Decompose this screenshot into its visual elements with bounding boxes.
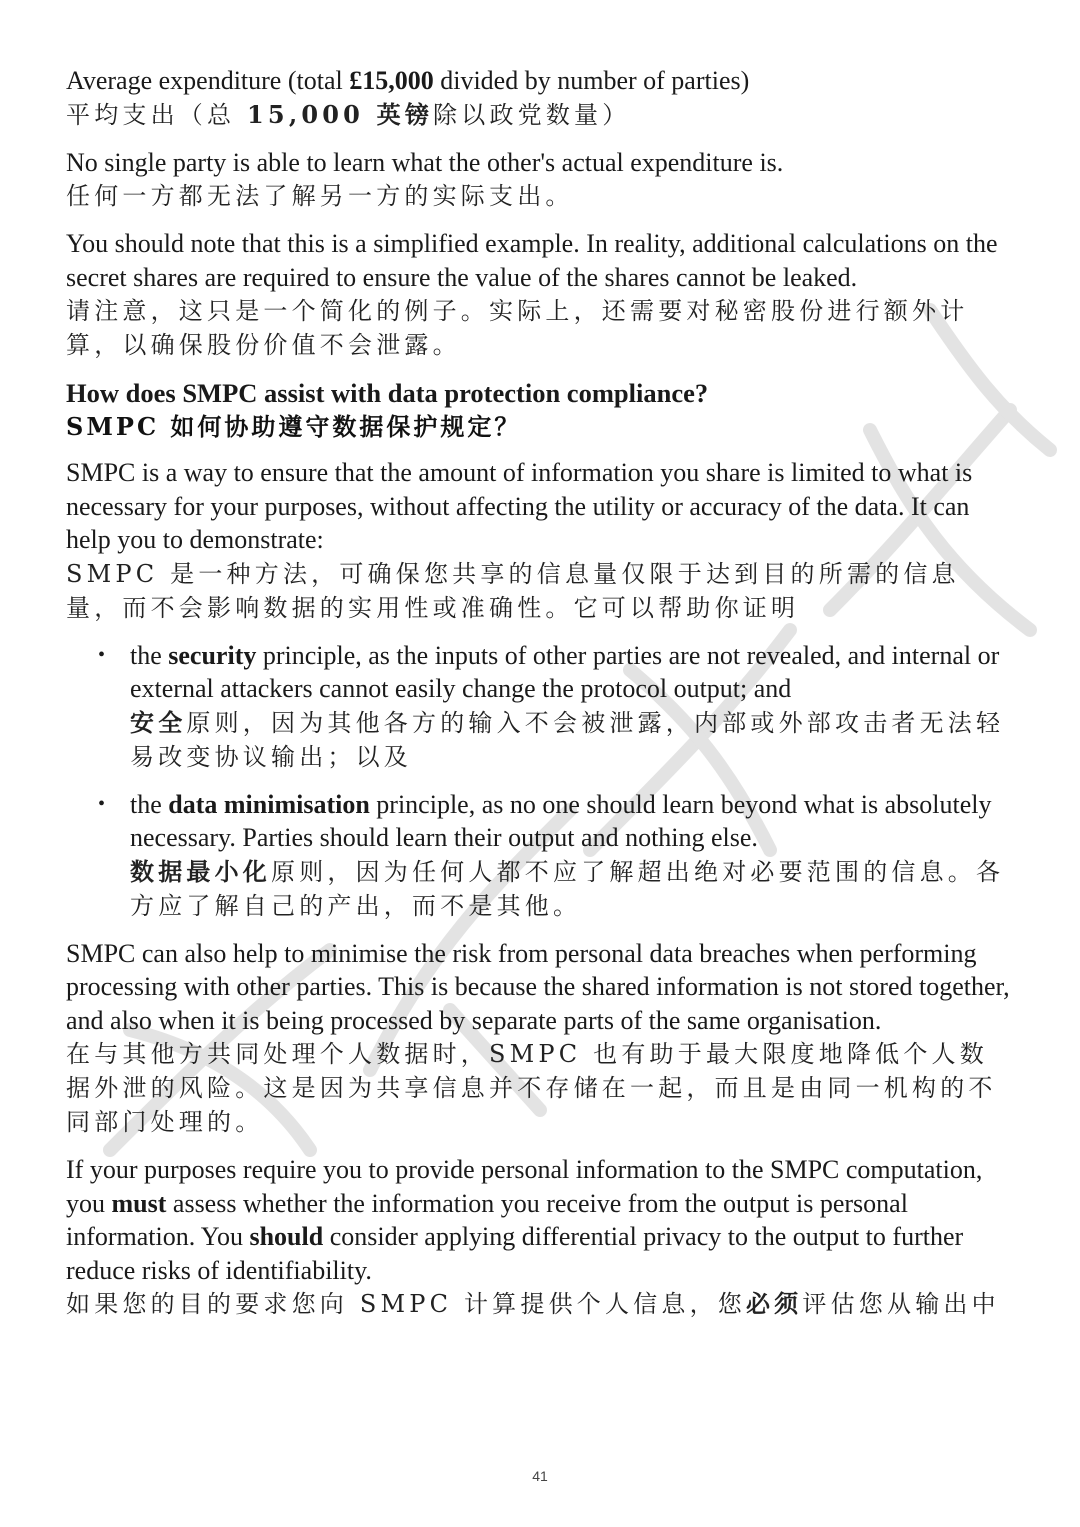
section-heading — [66, 376, 1016, 444]
list-item-zh: 数据最小化原则，因为任何人都不应了解超出绝对必要范围的信息。各方应了解自己的产出，而不是其他。 — [130, 856, 1005, 920]
heading-zh: SMPC 如何协助遵守数据保护规定？ — [66, 412, 522, 441]
paragraph-minimise-risk — [66, 937, 1016, 1140]
list-item-en: the security principle, as the inputs of other parties are not revealed, and internal or external attackers cannot easily change the protocol output; and — [130, 640, 1000, 703]
bullet-icon: • — [98, 643, 106, 666]
paragraph-simplified-example — [66, 227, 1016, 362]
paragraph-personal-information — [66, 1153, 1016, 1321]
paragraph-zh: 平均支出（总 15,000 英镑除以政党数量） — [66, 99, 631, 129]
paragraph-no-single-party — [66, 146, 1016, 214]
page-number: 41 — [532, 1468, 548, 1484]
paragraph-zh: 在与其他方共同处理个人数据时，SMPC 也有助于最大限度地降低个人数据外泄的风险。这是因为共享信息并不存储在一起，而且是由同一机构的不同部门处理的。 — [66, 1040, 997, 1136]
list-item-data-minimisation — [98, 788, 1016, 923]
document-page — [66, 64, 1016, 1335]
paragraph-zh: 请注意，这只是一个简化的例子。实际上，还需要对秘密股份进行额外计算，以确保股份价值不会泄露。 — [66, 297, 969, 359]
paragraph-en: SMPC can also help to minimise the risk from personal data breaches when performing processing with other parties. This is because the shared information is not stored together, and also when it is being processed by separate parts of the same organisation. — [66, 938, 1010, 1035]
list-item-en: the data minimisation principle, as no one should learn beyond what is absolutely necessary. Parties should learn their output and nothing else. — [130, 789, 992, 852]
bullet-icon: • — [98, 792, 106, 815]
paragraph-en: You should note that this is a simplified example. In reality, additional calculations on the secret shares are required to ensure the value of the shares cannot be leaked. — [66, 229, 998, 292]
paragraph-zh: 如果您的目的要求您向 SMPC 计算提供个人信息，您必须评估您从输出中 — [66, 1289, 1000, 1318]
list-item-zh: 安全原则，因为其他各方的输入不会被泄露，内部或外部攻击者无法轻易改变协议输出；以及 — [130, 707, 1005, 771]
paragraph-average-expenditure — [66, 64, 1016, 132]
paragraph-en: No single party is able to learn what the other's actual expenditure is. — [66, 147, 784, 177]
principles-list — [66, 639, 1016, 923]
paragraph-zh: SMPC 是一种方法，可确保您共享的信息量仅限于达到目的所需的信息量，而不会影响数据的实用性或准确性。它可以帮助你证明 — [66, 559, 960, 622]
paragraph-en: SMPC is a way to ensure that the amount of information you share is limited to what is necessary for your purposes, without affecting the utility or accuracy of the data. It can help you to demonstrate: — [66, 458, 973, 554]
paragraph-en: If your purposes require you to provide personal information to the SMPC computation, you must assess whether the information you receive from the output is personal information. You should consider applying differential privacy to the output to further reduce risks of identifiability. — [66, 1155, 983, 1285]
paragraph-en: Average expenditure (total £15,000 divided by number of parties) — [66, 66, 750, 95]
paragraph-zh: 任何一方都无法了解另一方的实际支出。 — [66, 182, 574, 210]
paragraph-smpc-way — [66, 456, 1016, 625]
list-item-security — [98, 639, 1016, 774]
heading-en: How does SMPC assist with data protection compliance? — [66, 378, 709, 408]
